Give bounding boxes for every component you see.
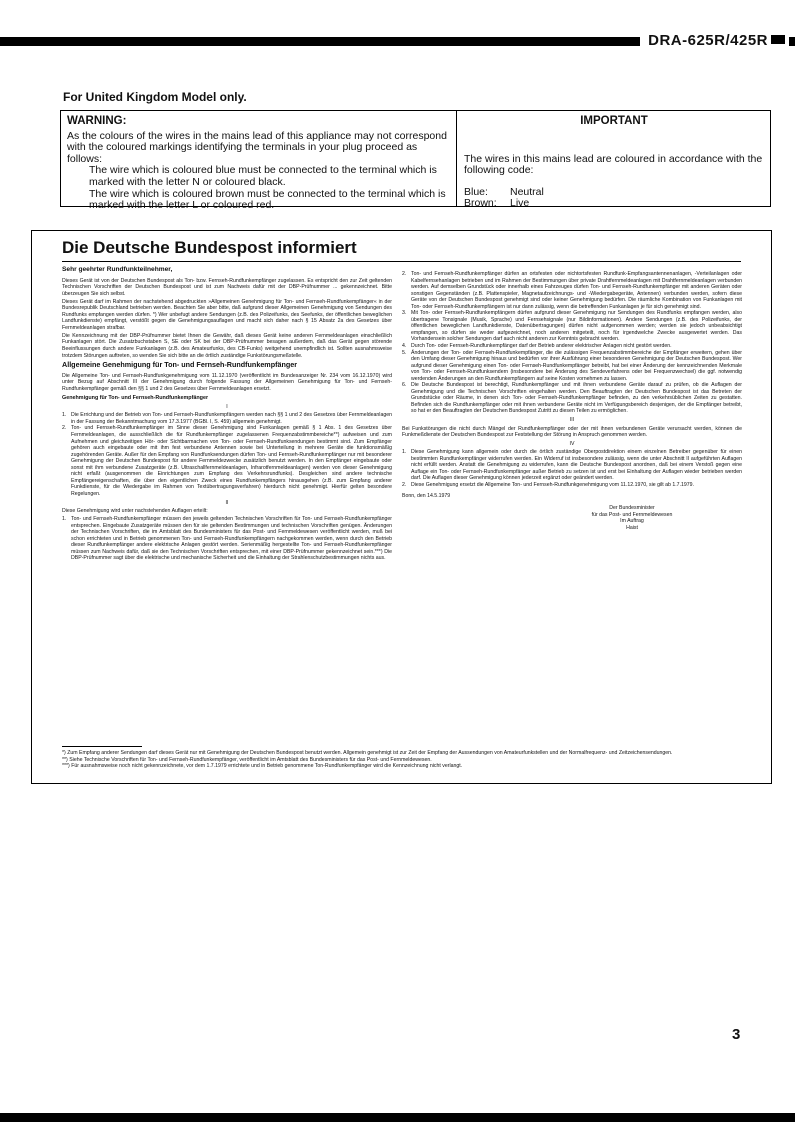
warning-panel	[67, 116, 451, 212]
warning-blue: The wire which is coloured blue must be connected to the terminal which is marked with the letter N or coloured black.	[89, 164, 437, 188]
page-number: 3	[732, 1026, 741, 1043]
bundespost-title: Die Deutsche Bundespost informiert	[62, 238, 357, 257]
intro-paragraph: Die Kennzeichnung mit der DBP-Prüfnummer bietet Ihnen die Gewähr, daß dieses Gerät keine anderen Fernmeldeanlagen einschließlich Funkanlagen stört. Die Zusatzbuchstaben S, SE oder SK bei der DBP-Prüfnummer besagen außerdem, daß das Gerät gegen störende Beeinflussungen durch andere Funkanlagen (z.B. des Amateurfunks, des CB-Funks) weitgehend unempfindlich ist. Sollten ausnahmsweise trotzdem Störungen auftreten, so wenden Sie sich bitte an die örtlich zuständige Funkstörungsmeßstelle.	[62, 332, 392, 359]
section-3-text: Bei Funkstörungen die nicht durch Mängel der Rundfunkempfänger oder der mit ihnen verbundenen Geräte verursacht werden, können die Funkmeßdienste der Deutschen Bundespost zur Feststellung der Störung in Anspruch genommen werden.	[402, 425, 742, 439]
date-line: Bonn, den 14.5.1979	[402, 492, 451, 499]
conditions-intro: Diese Genehmigung wird unter nachstehenden Auflagen erteilt:	[62, 508, 208, 515]
code-value: Live	[510, 197, 530, 210]
warning-title: WARNING:	[67, 115, 127, 127]
signature-block: Der Bundesminister für das Post- und Fernmeldewesen Im Auftrag Haist	[591, 505, 673, 531]
roman-numeral: IV	[569, 440, 575, 447]
important-title: IMPORTANT	[580, 115, 648, 127]
numbered-item: 1. Die Errichtung und der Betrieb von Ton- und Fernseh-Rundfunkempfängern werden nach §§ 1 und 2 des Gesetzes über Fernmeldeanlagen in der Fassung der Bekanntmachung vom 17.3.1977 (BGBl. I, S. 459) allgemein genehmigt.	[62, 412, 392, 425]
general-title: Allgemeine Genehmigung für Ton- und Fernseh-Rundfunkempfänger	[62, 360, 298, 370]
numbered-item: 1. Ton- und Fernseh-Rundfunkempfänger müssen den jeweils geltenden Technischen Vorschriften für Ton- und Fernseh-Rundfunkempfänger entsprechen. Eingebaute Zusatzgeräte müssen den für sie geltenden Bestimmungen und technischen Vorschriften genügen. Änderungen der Technischen Vorschriften, die im Amtsblatt des Bundesministers für das Post- und Fernmeldewesen veröffentlicht werden, muß bei schon errichteten und in Betrieb genommenen Ton- und Fernseh-Rundfunkempfängern nachgekommen werden, wenn durch den Betrieb dieser Rundfunkempfänger andere elektrische Anlagen gestört werden. Serienmäßig hergestellte Ton- und Fernseh-Rundfunkempfänger müssen zum Nachweis dafür, daß sie den Technischen Vorschriften entsprechen, mit einer DBP-Prüfnummer gekennzeichnet sein.***) Die DBP-Prüfnummer sagt über die elektrische und mechanische Sicherheit und die Einhaltung der Strahlenschutzbestimmungen nichts aus.	[62, 516, 392, 562]
title-rule	[62, 261, 741, 262]
left-column	[62, 265, 392, 562]
intro-paragraph: Dieses Gerät darf im Rahmen der nachstehend abgedruckten »Allgemeinen Genehmigung für Ton- und Fernseh-Rundfunkempfänger« in der Bundesrepublik Deutschland betrieben werden. Beachten Sie aber bitte, daß aufgrund dieser Allgemeinen Genehmigung von Sendungen des Rundfunks empfangen werden dürfen. *) Wer unbefugt andere Sendungen (z.B. des Polizeifunks, des Seefunks, der öffentlichen beweglichen Landfunkdienste) empfängt, verstößt gegen die Genehmigungsauflagen und macht sich daher nach § 15 Absatz 2a des Gesetzes über Fernmeldeanlagen strafbar.	[62, 298, 392, 331]
genehmigung-title: Genehmigung für Ton- und Fernseh-Rundfunkempfänger	[62, 395, 209, 402]
numbered-item: 6. Die Deutsche Bundespost ist berechtigt, Rundfunkempfänger und mit ihnen verbundene Geräte darauf zu prüfen, ob die Auflagen der Genehmigung und die Technischen Vorschriften eingehalten werden. Den Beauftragten der Deutschen Bundespost ist das Betreten der Grundstücke oder Räume, in denen sich Ton- oder Fernseh-Rundfunkempfänger befinden, zu den verkehrsüblichen Zeiten zu gestatten. Befinden sich die Rundfunkempfänger oder mit ihnen verbundene Geräte nicht im Verfügungsbereich desjenigen, der die Empfänger betreibt, so hat er den Beauftragten der Deutschen Bundespost Zutritt zu diesen Teilen zu ermöglichen.	[402, 382, 742, 415]
right-column	[402, 271, 742, 531]
box-divider	[456, 111, 457, 206]
warning-brown: The wire which is coloured brown must be connected to the terminal which is marked with the letter L or coloured red.	[89, 187, 446, 212]
roman-numeral: III	[569, 417, 575, 424]
footnotes	[62, 746, 741, 770]
code-label: Blue:	[464, 185, 488, 198]
footnote-rule	[62, 746, 142, 747]
uk-heading: For United Kingdom Model only.	[63, 90, 247, 104]
roman-numeral: II	[225, 499, 229, 506]
bundespost-box	[31, 230, 772, 784]
wire-code-list	[464, 187, 764, 210]
numbered-item: 3. Mit Ton- oder Fernseh-Rundfunkempfängern dürfen aufgrund dieser Genehmigung nur Sendungen des Rundfunks empfangen werden, also übertragene Tonsignale (Musik, Sprache) und Fernsehsignale (nur Bildinformationen). Andere Sendungen (z.B. des Polizeifunks, der öffentlichen beweglichen Landfunkdienste, Datenübertragungen) dürfen nicht aufgenommen werden; werden sie jedoch unbeabsichtigt empfangen, so dürfen sie weder aufgezeichnet, noch anderen mitgeteilt, noch für irgendwelche Zwecke ausgewertet werden. Das Vorhandensein solcher Sendungen darf auch nicht anderen zur Kenntnis gebracht werden.	[402, 310, 742, 343]
numbered-item: 2. Ton- und Fernseh-Rundfunkempfänger dürfen an ortsfesten oder nichtortsfesten Rundfunk-Empfangsantennenanlagen, -Verteilanlagen oder Kabelfernsehanlagen betrieben und im Rahmen der Bestimmungen über private Drahtfernmeldeanlagen mit Drahtfernmeldeanlagen verbunden werden. Auf demselben Grundstück oder innerhalb eines Fahrzeuges dürfen Ton- und Fernseh-Rundfunkempfänger mit anderen Geräten oder sonstigen Gegenständen (z.B. Plattenspieler, Magnetaufzeichnungs- und -Wiedergabegeräte, Antennen) verbunden werden, sofern diese Geräte von der Deutschen Bundespost genehmigt sind oder keiner Genehmigung bedürfen. Die räumliche Kombination von Funkanlagen mit Ton- oder Fernseh-Rundfunkempfängern ist nur dann zulässig, wenn die betreffenden Funkanlagen je für sich genehmigt sind.	[402, 271, 742, 310]
roman-numeral: I	[226, 403, 228, 410]
numbered-item: 2. Ton- und Fernseh-Rundfunkempfänger im Sinne dieser Genehmigung sind Funkanlagen gemäß § 1 Abs. 1 des Gesetzes über Fernmeldeanlagen, die ausschließlich die für Rundfunkempfänger zugelassenen Frequenzabstimmbereiche**) aufweisen und zum Aufnehmen und gleichzeitigen Hör- oder Sichtbarmachen von Ton- oder Fernseh-Rundfunksendungen bestimmt sind. Zum Empfänger gehören auch eingebaute oder mit ihm fest verbundene Antennen sowie bei Unterteilung in mehrere Geräte die funktionsmäßig zugehörenden Geräte. Außer für den Empfang von Rundfunksendungen dürfen Ton- und Fernseh-Rundfunkempfänger nur mit besonderer Genehmigung der Deutschen Bundespost für andere Fernmeldezwecke zusätzlich benutzt werden. In den Empfänger eingebaute oder sonst mit ihm verbundene Zusatzgeräte (z.B. Ultraschallfernmeldeanlagen, Infrarotfernmeldeanlagen) werden von dieser Genehmigung nicht erfaßt (ausgenommen die Einrichtungen zum Empfang des Verkehrsrundfunks). Desgleichen sind andere technische Empfängereigenschaften, die über den eigentlichen Zweck eines Rundfunkempfängers hinausgehen (z.B. zum Empfang anderer Funkdienste, für die Wiedergabe im Rahmen von Textübertragungsverfahren) hierdurch nicht genehmigt. Hierfür gelten besondere Regelungen.	[62, 425, 392, 497]
salutation: Sehr geehrter Rundfunkteilnehmer,	[62, 266, 173, 273]
important-text: The wires in this mains lead are coloured in accordance with the following code:	[464, 152, 763, 177]
footnote: **) Siehe Technische Vorschriften für Ton- und Fernseh-Rundfunkempfänger, veröffentlicht im Amtsblatt des Bundesministers für das Post- und Fernmeldewesen.	[62, 756, 432, 763]
important-panel	[464, 116, 764, 210]
numbered-item: 2. Diese Genehmigung ersetzt die Allgemeine Ton- und Fernseh-Rundfunkgenehmigung vom 11.12.1970, sie gilt ab 1.7.1979.	[402, 481, 694, 488]
numbered-item: 1. Diese Genehmigung kann allgemein oder durch die örtlich zuständige Oberpostdirektion einem einzelnen Betreiber gegenüber für einen bestimmten Rundfunkempfänger widerrufen werden. Ein Widerruf ist insbesondere zulässig, wenn die unter Abschnitt II aufgeführten Auflagen nicht erfüllt werden. Anstatt die Genehmigung zu widerrufen, kann die Deutsche Bundespost anordnen, daß bei einem Verstoß gegen eine Auflage ein Ton- oder Fernseh-Rundfunkempfänger außer Betrieb zu setzen ist und erst bei Einhaltung der Auflagen wieder betrieben werden darf. Die Auflagen dieser Genehmigung können jederzeit ergänzt oder geändert werden.	[402, 449, 742, 482]
general-intro: Die Allgemeine Ton- und Fernseh-Rundfunkgenehmigung vom 11.12.1970 (veröffentlicht im Bundesanzeiger Nr. 234 vom 16.12.1970) wird unter Bezug auf Abschnitt III der Genehmigung durch folgende Fassung der Allgemeinen Genehmigung für Ton- und Fernseh-Rundfunkempfänger gemäß den §§ 1 und 2 des Gesetzes über Fernmeldeanlagen ersetzt.	[62, 372, 392, 392]
footer-bar	[0, 1113, 795, 1122]
warning-text: As the colours of the wires in the mains lead of this appliance may not correspond with the coloured markings identifying the terminals in your plug proceed as follows:	[67, 129, 447, 165]
code-label: Brown:	[464, 197, 497, 210]
numbered-item: 5. Änderungen der Ton- oder Fernseh-Rundfunkempfänger, die die zulässigen Frequenzabstimmbereiche der Empfänger erweitern, gehen über den Umfang dieser Genehmigung hinaus und bedürfen vor ihrer Ausführung einer besonderen Genehmigung der Deutschen Bundespost. Wer aufgrund dieser Genehmigung einen Ton- oder Fernseh-Rundfunkempfänger betreibt, hat bei einer Änderung der kennzeichnenden Merkmale von Ton- oder Fernseh-Rundfunksendern (insbesondere bei Änderung des Sendeverfahrens oder bei Frequenzwechsel) die ggf. notwendig werdenden Änderungen an den Rundfunkempfängern auf seine Kosten vornehmen zu lassen.	[402, 349, 742, 382]
numbered-item: 4. Durch Ton- oder Fernseh-Rundfunkempfänger darf der Betrieb anderer elektrischer Anlagen nicht gestört werden.	[402, 343, 672, 350]
footnote: ***) Für ausnahmsweise noch nicht gekennzeichnete, vor dem 1.7.1979 errichtete und in Betrieb genommene Ton-Rundfunkempfänger wird die Kennzeichnung nicht verlangt.	[62, 763, 463, 769]
footnote: *) Zum Empfang anderer Sendungen darf dieses Gerät nur mit Genehmigung der Deutschen Bundespost benutzt werden. Allgemein genehmigt ist zur Zeit der Empfang der Aussendungen von Amateurfunkstellen und der Normalfrequenz- und Zeitzeichensendungen.	[62, 750, 673, 756]
model-number: DRA-625R/425R	[640, 32, 789, 50]
code-value: Neutral	[510, 185, 544, 198]
intro-paragraph: Dieses Gerät ist von der Deutschen Bundespost als Ton- bzw. Fernseh-Rundfunkempfänger zugelassen. Es entspricht den zur Zeit geltenden Technischen Vorschriften der Deutschen Bundespost und ist zum Nachweis dafür mit der DBP-Prüfnummer ... gekennzeichnet. Bitte überzeugen Sie sich selbst.	[62, 277, 392, 297]
uk-warning-box	[60, 110, 771, 212]
